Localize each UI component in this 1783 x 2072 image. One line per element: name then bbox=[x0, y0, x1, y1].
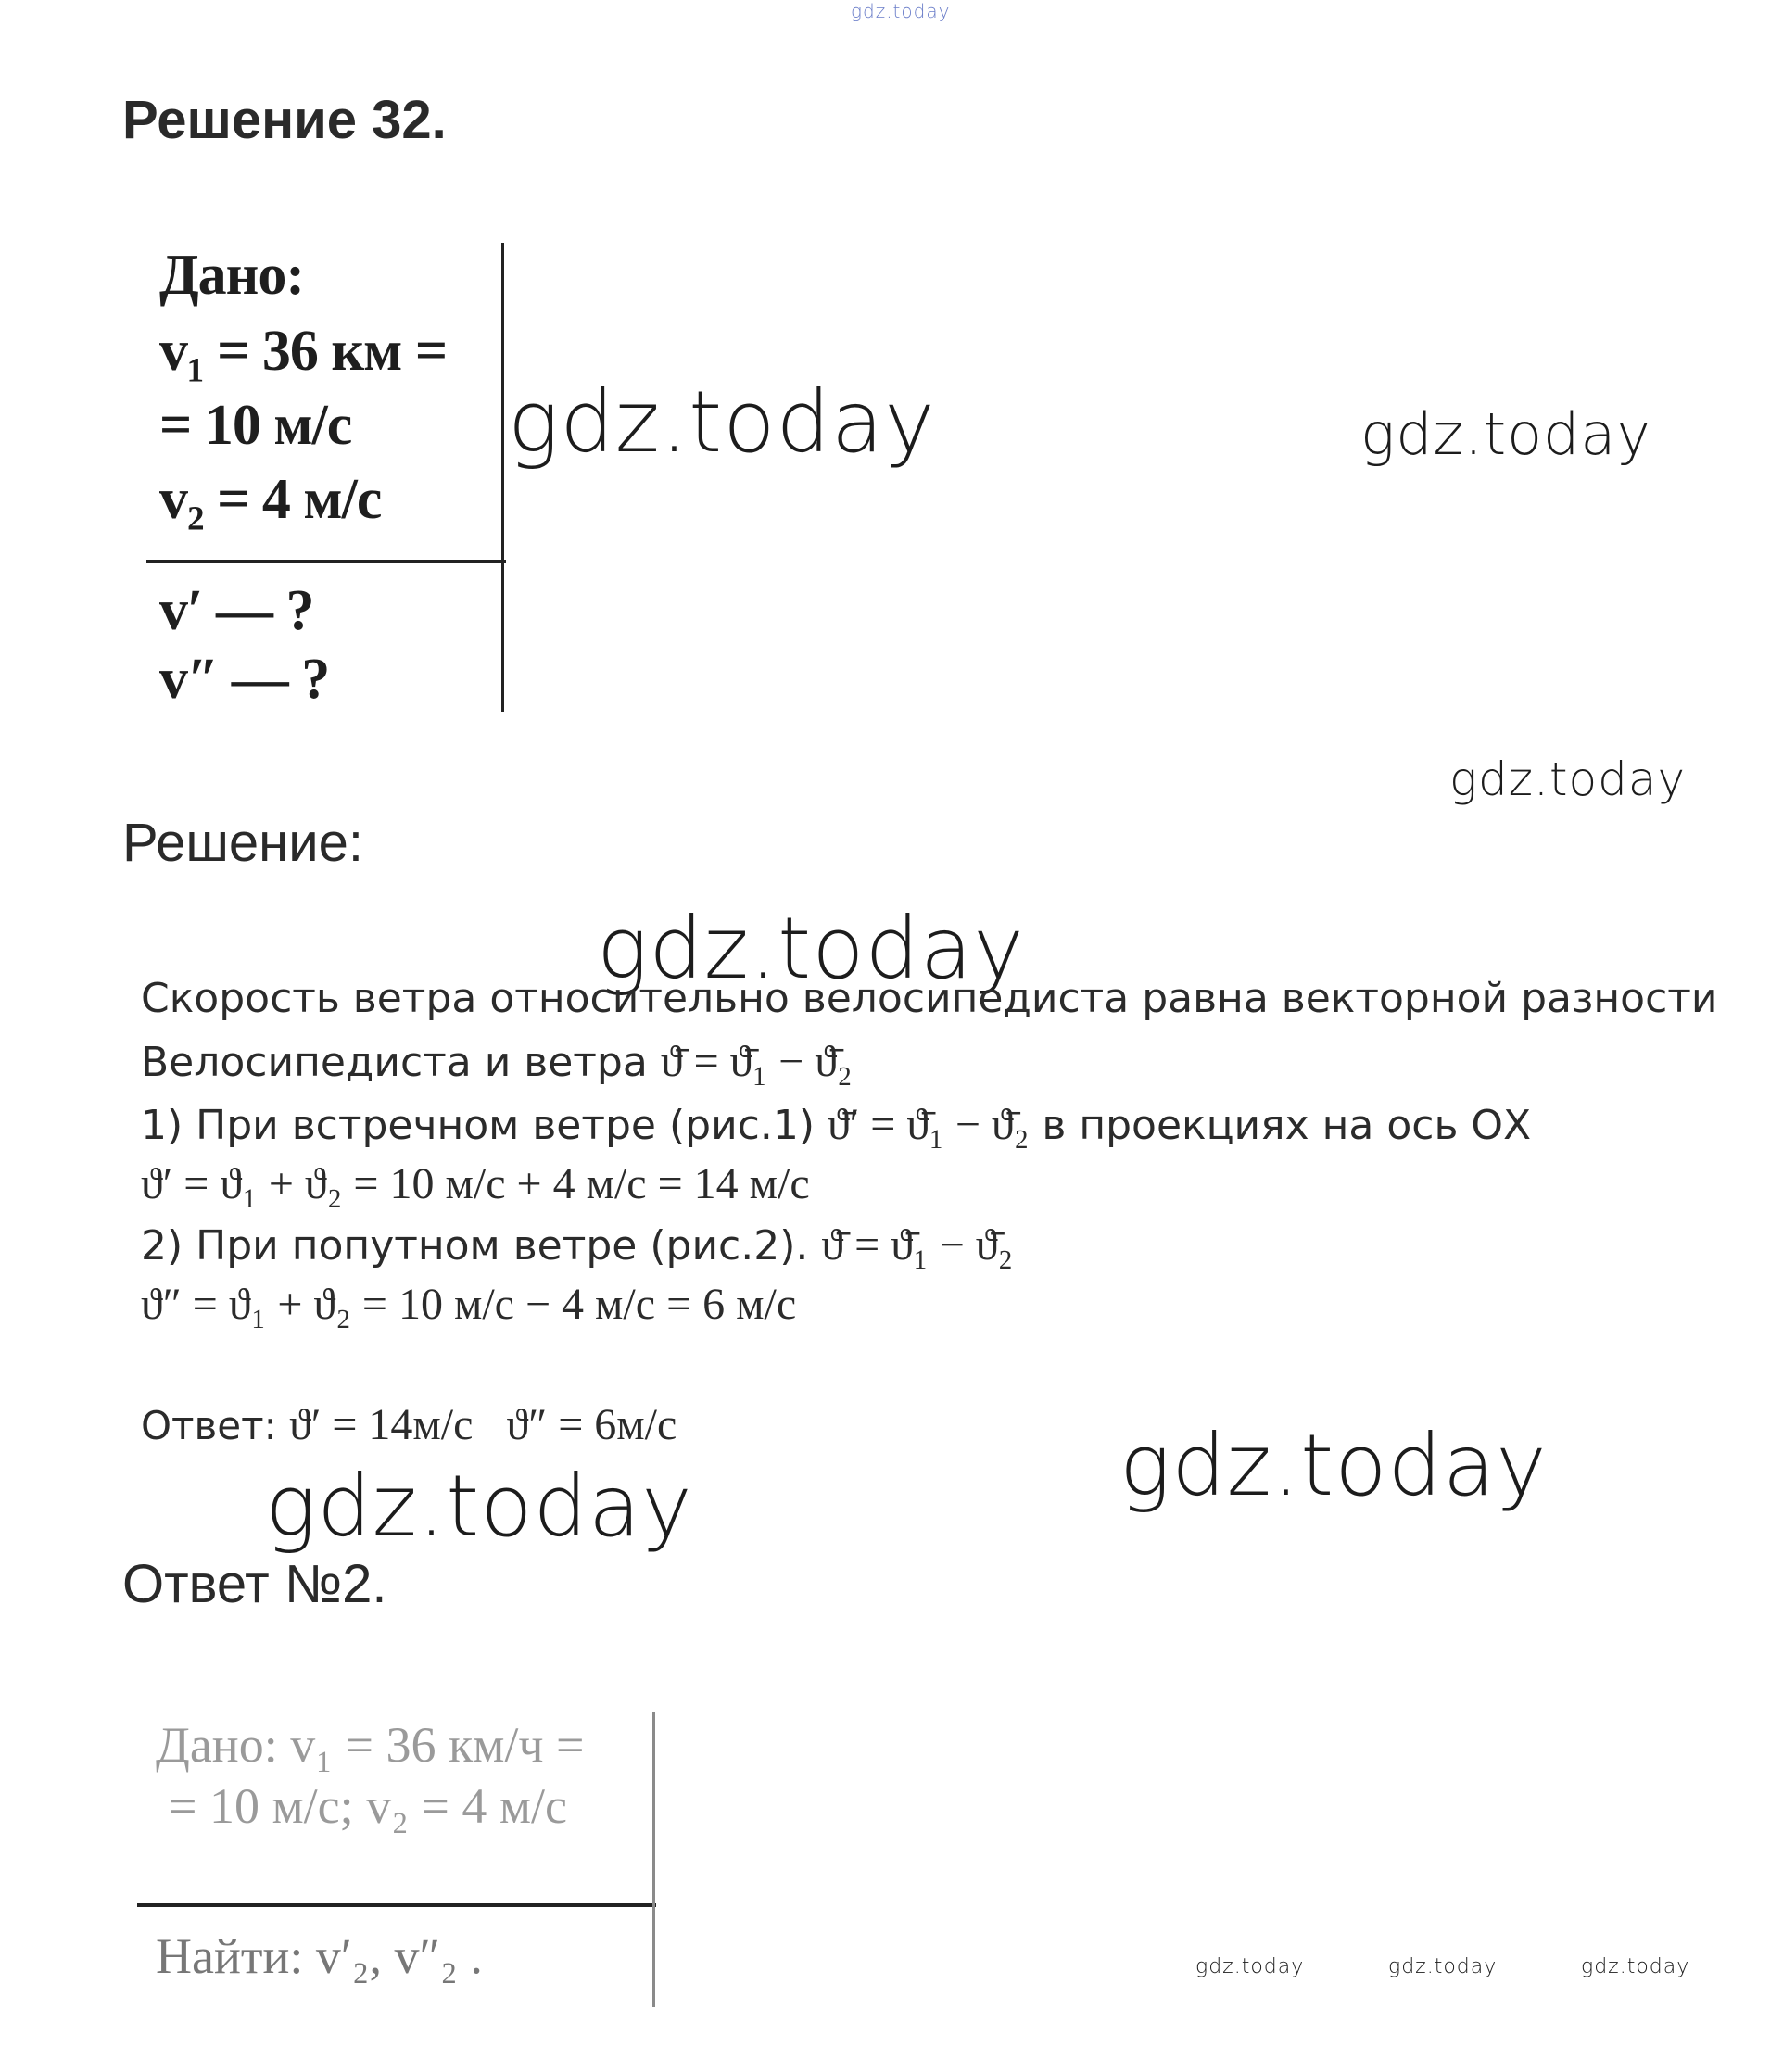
find-line: v′ — ? bbox=[159, 579, 314, 642]
watermark: gdz.today bbox=[1360, 400, 1652, 468]
solution-line bbox=[141, 1099, 1531, 1150]
formula: ϑ̄ = ϑ̄₁ − ϑ̄₂ bbox=[660, 1037, 853, 1086]
given-title: Дано: bbox=[159, 244, 305, 307]
page-title: Решение 32. bbox=[122, 90, 447, 150]
divider-vertical bbox=[652, 1712, 655, 2007]
solution-text: Велосипедиста и ветра bbox=[141, 1039, 648, 1086]
answer2-label: Ответ №2. bbox=[122, 1554, 387, 1614]
given-block-2 bbox=[137, 1712, 658, 2007]
watermark: gdz.today bbox=[597, 899, 1025, 998]
solution-text: в проекциях на ось ОХ bbox=[1042, 1102, 1532, 1149]
answer-label: Ответ: bbox=[141, 1403, 277, 1448]
solution-text: 2) При попутном ветре (рис.2). bbox=[141, 1222, 809, 1270]
solution-text: 1) При встречном ветре (рис.1) bbox=[141, 1102, 816, 1149]
divider-vertical bbox=[501, 243, 504, 712]
divider-horizontal bbox=[137, 1903, 656, 1907]
given-line: Дано: v₁ = 36 км/ч = bbox=[156, 1717, 585, 1773]
given-line: v₁ = 36 км = bbox=[159, 320, 448, 383]
watermark: gdz.today bbox=[1119, 1416, 1548, 1515]
given-line: v₂ = 4 м/с bbox=[159, 468, 382, 531]
watermark-top: gdz.today bbox=[851, 0, 951, 22]
formula-line: ϑ′ = ϑ₁ + ϑ₂ = 10 м/с + 4 м/с = 14 м/с bbox=[141, 1159, 810, 1208]
given-line: = 10 м/с; v₂ = 4 м/с bbox=[169, 1778, 568, 1834]
answer-formula: ϑ′ = 14м/с ϑ″ = 6м/с bbox=[289, 1400, 677, 1449]
solution-line bbox=[141, 1036, 853, 1087]
given-line: = 10 м/с bbox=[159, 394, 352, 457]
find-line: v″ — ? bbox=[159, 648, 330, 711]
find-line: Найти: v′₂, v″₂ . bbox=[156, 1928, 483, 1984]
divider-horizontal bbox=[146, 560, 506, 563]
formula: ϑ̄ = ϑ̄₁ − ϑ̄₂ bbox=[821, 1220, 1014, 1270]
formula: ϑ̄′ = ϑ̄₁ − ϑ̄₂ bbox=[828, 1100, 1030, 1149]
given-block bbox=[159, 243, 508, 712]
watermark: gdz.today bbox=[265, 1457, 693, 1556]
watermark: gdz.today bbox=[508, 373, 936, 472]
solution-line bbox=[141, 1219, 1013, 1270]
watermark: gdz.today bbox=[1388, 1955, 1498, 1978]
formula-line: ϑ″ = ϑ₁ + ϑ₂ = 10 м/с − 4 м/с = 6 м/с bbox=[141, 1280, 797, 1329]
watermark: gdz.today bbox=[1195, 1955, 1305, 1978]
solution-label: Решение: bbox=[122, 813, 363, 873]
watermark: gdz.today bbox=[1581, 1955, 1690, 1978]
solution-line: Скорость ветра относительно велосипедиста равна векторной разности bbox=[141, 975, 1718, 1022]
watermark: gdz.today bbox=[1449, 752, 1687, 806]
answer-line bbox=[141, 1399, 677, 1450]
